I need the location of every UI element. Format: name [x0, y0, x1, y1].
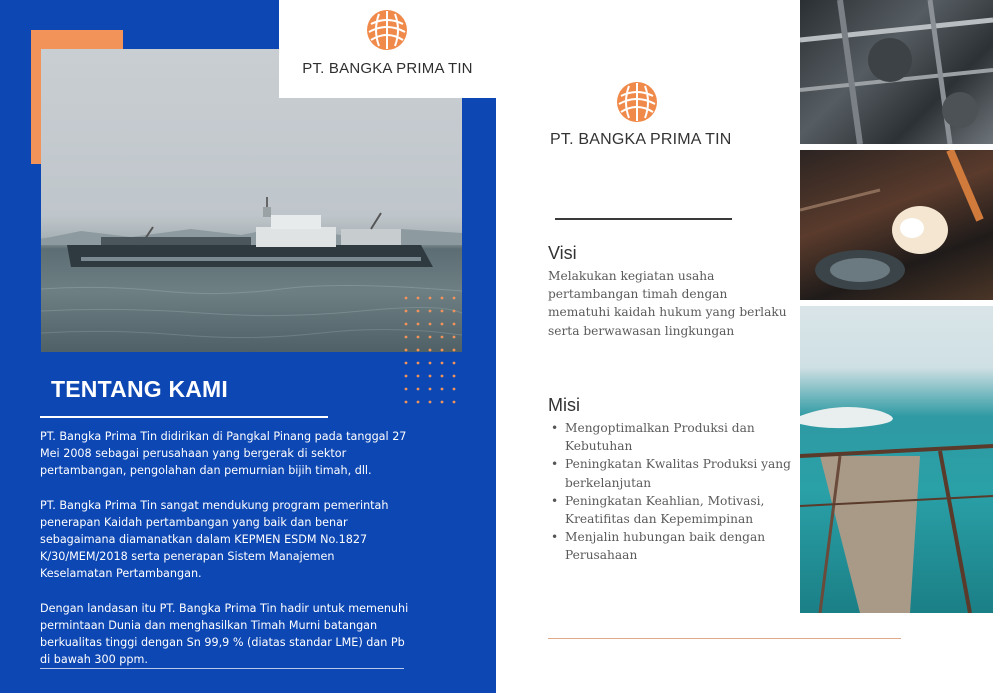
sea-pier-illustration: [800, 306, 993, 613]
dot-grid-decoration: [400, 296, 464, 406]
title-underline: [40, 416, 328, 418]
visi-title: Visi: [548, 243, 577, 263]
company-name: PT. BANGKA PRIMA TIN: [550, 131, 732, 148]
machinery-illustration: [800, 0, 993, 144]
visi-text: Melakukan kegiatan usaha pertambangan timah dengan mematuhi kaidah hukum yang berlaku serta berwawasan lingkungan: [548, 269, 787, 338]
misi-item: • Mengoptimalkan Produksi dan Kebutuhan: [551, 419, 801, 455]
logo-card: [279, 0, 496, 98]
sea-pier-photo: [800, 306, 993, 613]
bottom-divider: [548, 638, 901, 639]
about-paragraph-2: PT. Bangka Prima Tin sangat mendukung program pemerintah penerapan Kaidah pertambangan yang baik dan benar sebagaimana diamanatkan dalam KEPMEN ESDM No.1827 K/30/MEM/2018 serta penerapan Sistem Manajemen Keselamatan Pertambangan.: [40, 498, 389, 581]
about-paragraph-1: PT. Bangka Prima Tin didirikan di Pangkal Pinang pada tanggal 27 Mei 2008 sebagai perusahaan yang bergerak di sektor pertambangan, pengolahan dan pemurnian bijih timah, dll.: [40, 430, 407, 478]
company-name: PT. BANGKA PRIMA TIN: [302, 60, 473, 77]
about-text: [40, 428, 410, 685]
misi-item: • Menjalin hubungan baik dengan Perusahaan: [551, 528, 801, 564]
bottom-divider: [40, 668, 404, 669]
tin-globe-logo-icon: [365, 8, 409, 52]
machinery-photo: [800, 0, 993, 144]
about-page: [0, 0, 496, 693]
about-paragraph-3: Dengan landasan itu PT. Bangka Prima Tin hadir untuk memenuhi permintaan Dunia dan menghasilkan Timah Murni batangan berkualitas tinggi dengan Sn 99,9 % (diatas standar LME) dan Pb di bawah 300 ppm.: [40, 601, 409, 667]
section-title-tentang-kami: TENTANG KAMI: [51, 376, 229, 402]
header-divider: [555, 218, 732, 220]
smelting-illustration: [800, 150, 993, 300]
vision-mission-page: [499, 0, 993, 693]
smelting-photo: [800, 150, 993, 300]
misi-item: • Peningkatan Kwalitas Produksi yang berkelanjutan: [551, 455, 801, 491]
misi-item: • Peningkatan Keahlian, Motivasi, Kreatifitas dan Kepemimpinan: [551, 492, 801, 528]
misi-title: Misi: [548, 395, 580, 415]
tin-globe-logo-icon: [615, 80, 659, 124]
misi-list: [551, 419, 801, 565]
